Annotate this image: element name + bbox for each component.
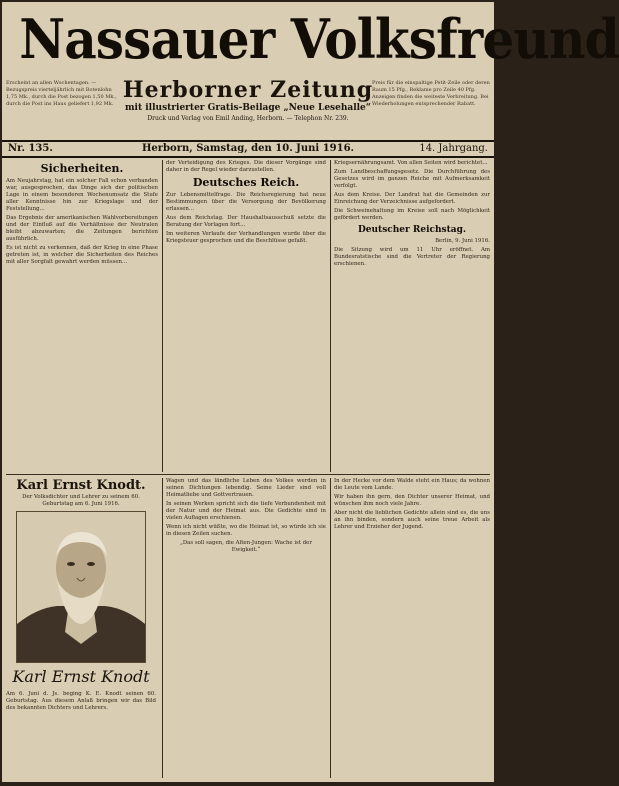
article-paragraph: der Verteidigung des Krieges. Die dieser Vorgänge sind daher in der Regel wieder darzustellen. <box>166 160 326 173</box>
feature-text: Am 6. Juni d. Js. beging K. E. Knodt seinen 60. Geburtstag. Aus diesem Anlaß bringen wir das Bild des bekannten Dichters und Lehrers. <box>6 691 156 711</box>
article-paragraph: Aus dem Reichstag. Der Haushaltsausschuß setzte die Beratung der Vorlagen fort... <box>166 215 326 228</box>
article-paragraph: In seinen Werken spricht sich die tiefe Verbundenheit mit der Natur und der Heimat aus. Die Gedichte sind in vielen Auflagen erschienen. <box>166 501 326 521</box>
column-sicherheiten <box>6 160 158 470</box>
subtitle-block <box>122 78 374 123</box>
masthead <box>2 6 619 76</box>
quote-line: „Das soll sagen, die Alten-Jungen: Wache ist der Ewigkeit.“ <box>180 540 312 553</box>
newspaper-title: Nassauer Volksfreund <box>19 7 619 71</box>
column-knodt-text <box>166 478 326 778</box>
column-knodt-right <box>334 478 490 778</box>
subtitle-bar <box>2 76 494 140</box>
column-divider <box>162 160 163 472</box>
subscription-info: Erscheint an allen Wochentagen. — Bezugspreis vierteljährlich mit Botenlohn 1,75 Mk., durch die Post bezogen 1,50 Mk., durch die Post ins Haus geliefert 1,92 Mk. <box>6 80 117 107</box>
article-paragraph: Aus dem Kreise. Der Landrat hat die Gemeinden zur Einreichung der Verzeichnisse aufgefordert. <box>334 192 490 205</box>
portrait-drawing <box>17 512 145 662</box>
feature-caption: Der Volksdichter und Lehrer zu seinem 60. Geburtstag am 6. Juni 1916. <box>22 494 140 507</box>
issue-number: Nr. 135. <box>8 143 53 154</box>
imprint-line: Druck und Verlag von Emil Anding, Herborn. — Telephon Nr. 239. <box>147 115 349 122</box>
section-heading: Deutsches Reich. <box>192 176 300 189</box>
section-heading: Deutscher Reichstag. <box>357 225 467 235</box>
article-heading: Sicherheiten. <box>40 162 124 175</box>
signature: Karl Ernst Knodt <box>12 667 150 686</box>
column-divider <box>330 160 331 472</box>
dateline <box>2 140 494 158</box>
article-paragraph: Wenn ich nicht wüßte, wo die Heimat ist, so würde ich sie in diesen Zeilen suchen. <box>166 524 326 537</box>
issue-date: Herborn, Samstag, den 10. Juni 1916. <box>141 143 355 154</box>
volume-year: 14. Jahrgang. <box>419 143 488 154</box>
knodt-feature <box>6 478 156 712</box>
column-deutsches-reich <box>166 160 326 470</box>
advertising-info: Preis für die einspaltige Petit-Zeile oder deren Raum 15 Pfg., Reklame pro Zeile 40 Pfg. Anzeigen finden die weiteste Verbreitung. Bei Wiederholungen entsprechender Rabatt. <box>372 80 490 107</box>
article-paragraph: Am Neujahrstag, hat ein solcher Fall schon verbanden war, ausgesprochen, das Dinge sich der politischen Lage in einem besonderen Wochenumsatz die Stufe aller Kenntnisse hin zur Kriegslage und der Feststellung... <box>6 178 158 212</box>
article-paragraph: Die Schweinehaltung im Kreise soll nach Möglichkeit gefördert werden. <box>334 208 490 221</box>
article-paragraph: Kriegsernährungsamt. Von allen Seiten wird berichtet... <box>334 160 488 166</box>
article-paragraph: In der Hecke vor dem Walde steht ein Haus; da wohnen die Leute vom Lande. <box>334 478 490 491</box>
article-paragraph: Wagen und das ländliche Leben des Volkes werden in seinen Dichtungen lebendig. Seine Lieder sind voll Heimatliebe und Gottvertrauen. <box>166 478 326 498</box>
portrait-image <box>16 511 146 663</box>
newspaper-page <box>2 2 619 782</box>
article-paragraph: Das Ergebnis der amerikanischen Wahlvorbereitungen und der Einfluß auf die Verhältnisse der Neutralen bleibt abzuwarten; die Zeitungen berichten ausführlich. <box>6 215 158 242</box>
article-paragraph: Es ist nicht zu verkennen, daß der Krieg in eine Phase getreten ist, in welcher die Sicherheiten des Reiches mit aller Sorgfalt gewahrt werden müssen... <box>6 245 158 265</box>
column-right <box>334 160 490 470</box>
article-paragraph: Die Sitzung wird um 11 Uhr eröffnet. Am Bundesratstische sind die Vertreter der Regierung erschienen. <box>334 247 490 267</box>
article-paragraph: Zur Lebensmittelfrage. Die Reichsregierung hat neue Bestimmungen über die Versorgung der Bevölkerung erlassen... <box>166 192 326 212</box>
article-paragraph: Zum Landbeschaffungsgesetz. Die Durchführung des Gesetzes wird im ganzen Reiche mit Aufmerksamkeit verfolgt. <box>334 169 490 189</box>
column-divider <box>330 478 331 778</box>
feature-heading: Karl Ernst Knodt. <box>16 478 146 493</box>
column-divider <box>162 478 163 778</box>
supplement-line: mit illustrierter Gratis-Beilage „Neue Lesehalle“ <box>125 103 371 113</box>
subtitle: Herborner Zeitung <box>122 77 374 103</box>
dateline-small: Berlin, 9. Juni 1916. <box>435 238 490 244</box>
section-divider <box>6 474 490 475</box>
article-paragraph: Aber nicht die lieblichen Gedichte allein sind es, die uns an ihn binden, sondern auch seine treue Arbeit als Lehrer und Erzieher der Jugend. <box>334 510 490 530</box>
article-paragraph: Im weiteren Verlaufe der Verhandlungen wurde über die Kriegsteuer gesprochen und die Beschlüsse gefaßt. <box>166 231 326 244</box>
article-paragraph: Wir haben ihn gern, den Dichter unserer Heimat, und wünschen ihm noch viele Jahre. <box>334 494 490 507</box>
